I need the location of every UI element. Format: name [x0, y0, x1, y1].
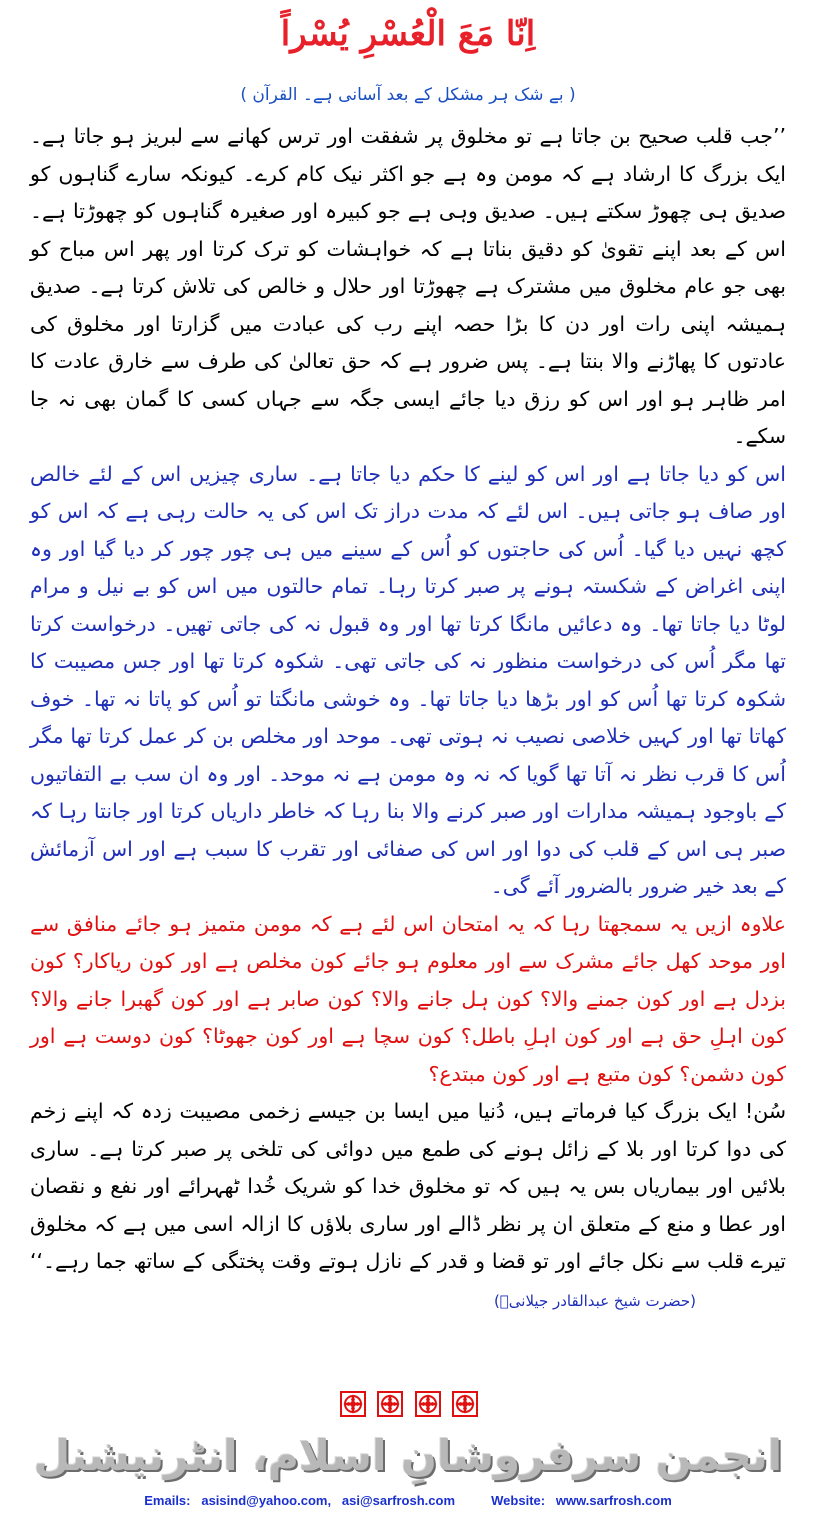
email-link-2[interactable]: asi@sarfrosh.com: [341, 1493, 456, 1508]
flower-ornament-icon: [339, 1390, 367, 1418]
emails-label: Emails:: [144, 1493, 191, 1508]
organization-name: انجمن سرفروشانِ اسلام، انٹرنیشنل: [33, 1431, 783, 1480]
ornament-row: [339, 1386, 479, 1422]
flower-ornament-icon: [451, 1390, 479, 1418]
page-subtitle: ( بے شک ہر مشکل کے بعد آسانی ہے۔ القرآن ): [240, 85, 576, 105]
attribution: (حضرت شیخ عبدالقادر جیلانیؒ): [493, 1291, 696, 1310]
paragraph-4-text: سُن! ایک بزرگ کیا فرماتے ہیں، دُنیا میں ایسا بن جیسے زخمی مصیبت زدہ کہ اپنے زخم کی دوا کرتا اور بلا کے زائل ہونے کی طمع میں دوائی کی تلخی پر صبر کرتا ہے۔ ساری بلائیں اور بیماریاں بس یہ ہیں کہ تو مخلوق خدا کو شریک خُدا ٹھہرائے اور نفع و نقصان اور عطا و منع کے متعلق ان پر نظر ڈالے اور ساری بلاؤں کا ازالہ اسی میں ہے کہ مخلوق تیرے قلب سے نکل جائے اور تو قضا و قدر کے نازل ہوتے وقت پختگی کے ساتھ جما رہے۔‘‘: [30, 1099, 786, 1273]
paragraph-4: [30, 1093, 786, 1320]
email-link-1[interactable]: asisind@yahoo.com,: [201, 1493, 332, 1508]
flower-ornament-icon: [414, 1390, 442, 1418]
contact-line: [0, 1488, 816, 1514]
website-label: Website:: [491, 1493, 546, 1508]
page-title: اِنّا مَعَ الْعُسْرِ یُسْراً: [280, 14, 536, 54]
website-link[interactable]: www.sarfrosh.com: [555, 1493, 672, 1508]
article-body: [30, 118, 786, 1320]
paragraph-2: اس کو دیا جاتا ہے اور اس کو لینے کا حکم دیا جاتا ہے۔ ساری چیزیں اس کے لئے خالص اور صاف ہو جاتی ہیں۔ اس لئے کہ مدت دراز تک اس کی یہ حالت رہی ہے کہ اس کو کچھ نہیں دیا گیا۔ اُس کی حاجتوں کو اُس کے سینے میں ہی چور چور کر دیا گیا اور وہ اپنی اغراض کے شکستہ ہونے پر صبر کرتا رہا۔ تمام حالتوں میں اس کو بے نیل و مرام لوٹا دیا جاتا تھا۔ وہ دعائیں مانگا کرتا تھا اور وہ قبول نہ کی جاتی تھیں۔ درخواست کرتا تھا مگر اُس کی درخواست منظور نہ کی جاتی تھی۔ شکوہ کرتا تھا اور جس مصیبت کا شکوہ کرتا تھا اُس کو اور بڑھا دیا جاتا تھا۔ وہ خوشی مانگتا تو اُس کو پاتا نہ تھا۔ خوف کھاتا تھا اور کہیں خلاصی نصیب نہ ہوتی تھی۔ موحد اور مخلص بن کر عمل کرتا تھا مگر اُس کا قرب نظر نہ آتا تھا گویا کہ نہ وہ مومن ہے نہ موحد۔ اور وہ ان سب بے التفاتیوں کے باوجود ہمیشہ مدارات اور صبر کرنے والا بنا رہا کہ خاطر داریاں کرتا اور جانتا رہا کہ صبر ہی اس کے قلب کی دوا اور اس کی صفائی اور تقرب کا سبب ہے اور اس آزمائش کے بعد خیر ضرور بالضرور آئے گی۔: [30, 461, 786, 898]
paragraph-3: علاوہ ازیں یہ سمجھتا رہا کہ یہ امتحان اس لئے ہے کہ مومن متمیز ہو جائے منافق سے اور موحد کھل جائے مشرک سے اور معلوم ہو جائے کون مخلص ہے اور کون ریاکار؟ کون بزدل ہے اور کون جمنے والا؟ کون ہل جانے والا؟ کون صابر ہے اور کون گھبرا جانے والا؟ کون اہلِ حق ہے اور کون اہلِ باطل؟ کون سچا ہے اور کون جھوٹا؟ کون دوست ہے اور کون دشمن؟ کون متبع ہے اور کون مبتدع؟: [30, 911, 786, 1086]
flower-ornament-icon: [376, 1390, 404, 1418]
paragraph-1: ’’جب قلب صحیح بن جاتا ہے تو مخلوق پر شفقت اور ترس کھانے سے لبریز ہو جاتا ہے۔ ایک بزرگ کا ارشاد ہے کہ مومن وہ ہے جو اکثر نیک کام کرے۔ کیونکہ سارے گناہوں کو صدیق ہی چھوڑ سکتے ہیں۔ صدیق وہی ہے جو کبیرہ اور صغیرہ گناہوں کو چھوڑتا ہے۔ اس کے بعد اپنے تقویٰ کو دقیق بناتا ہے کہ خواہشات کو ترک کرتا اور پھر اس مباح کو بھی جو عام مخلوق میں مشترک ہے چھوڑتا اور حلال و خالص کی تلاش کرتا ہے۔ صدیق ہمیشہ اپنی رات اور دن کا بڑا حصہ اپنے رب کی عبادت میں گزارتا اور مخلوق کی عادتوں کا پھاڑنے والا بنتا ہے۔ پس ضرور ہے کہ حق تعالیٰ کی طرف سے خارق عادت کا امر ظاہر ہو اور اس کو رزق دیا جائے ایسی جگہ سے جہاں کسی کا گمان بھی نہ جا سکے۔: [30, 124, 786, 448]
